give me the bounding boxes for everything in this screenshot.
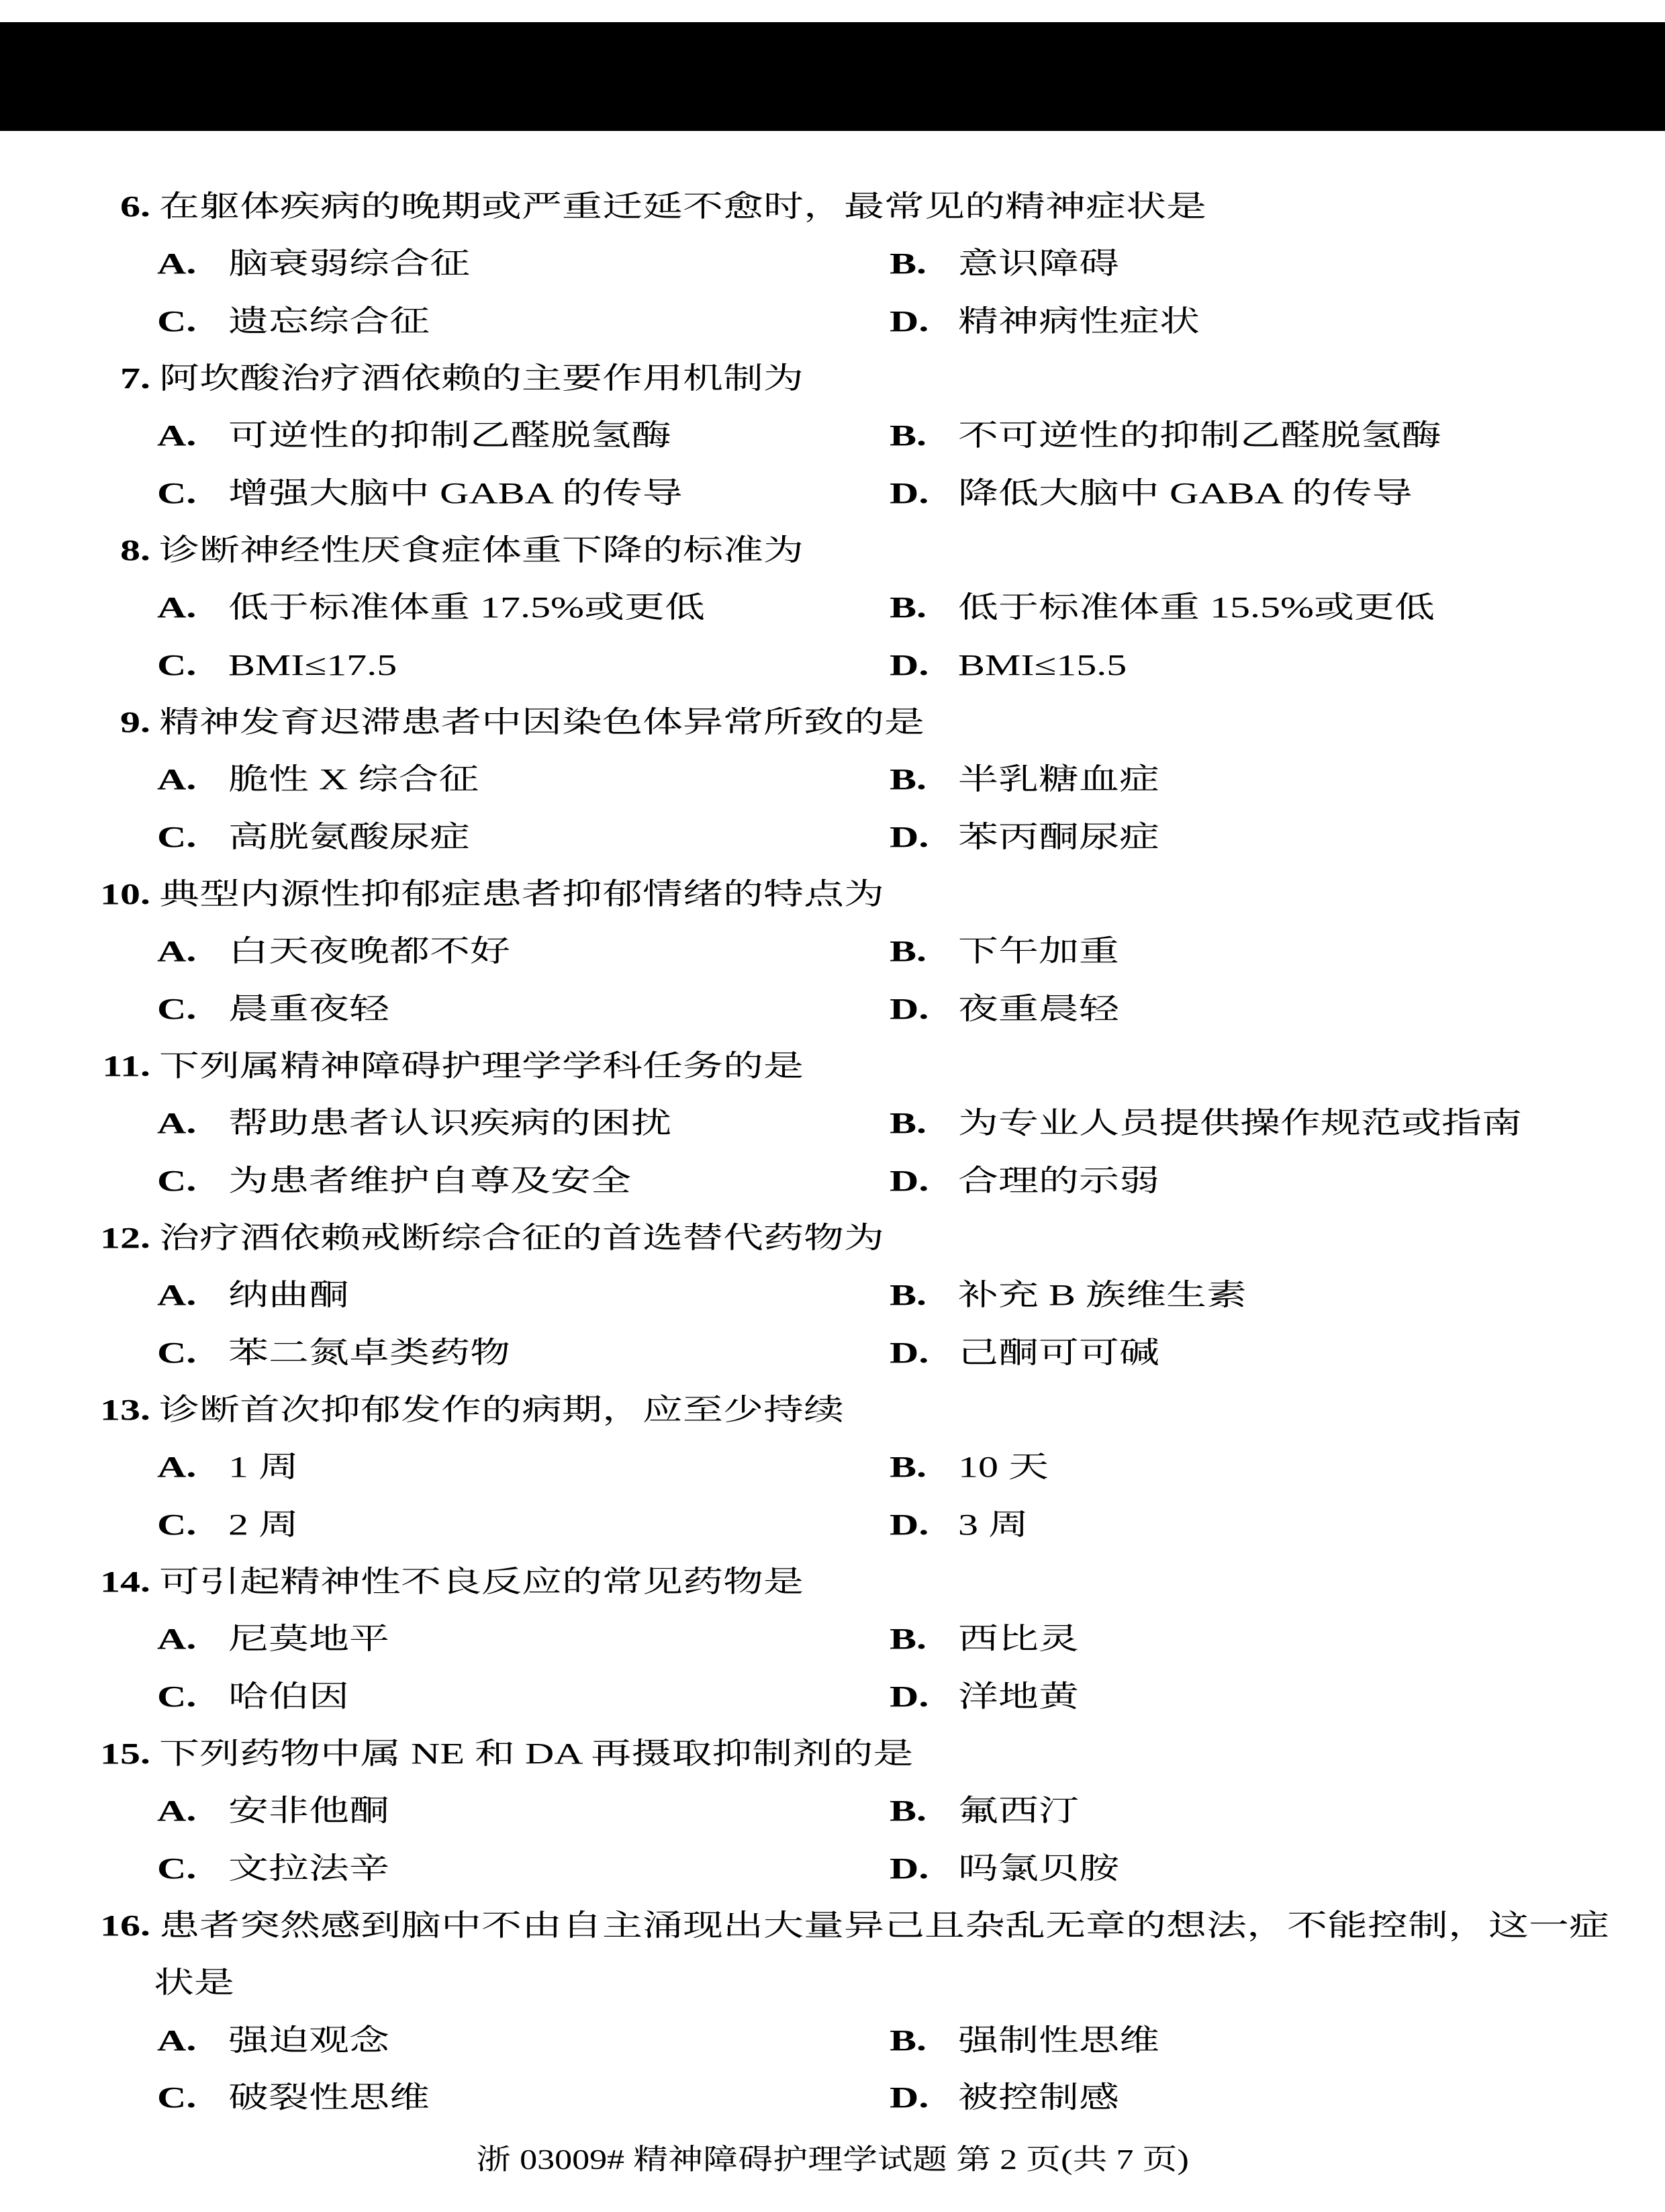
- option-a: 白天夜晚都不好: [228, 934, 510, 968]
- question-text: 治疗酒依赖戒断综合征的首选替代药物为: [159, 1221, 884, 1254]
- option-label-d: D.: [890, 1851, 929, 1885]
- option-row: [0, 464, 1665, 522]
- option-label-b: B.: [890, 762, 927, 796]
- option-row: [0, 922, 1665, 980]
- option-label-d: D.: [890, 1336, 929, 1369]
- option-a: 安非他酮: [228, 1794, 389, 1827]
- question-text: 下列属精神障碍护理学学科任务的是: [159, 1049, 804, 1082]
- question-number: 12.: [100, 1221, 150, 1254]
- question-16: [0, 1896, 1665, 1954]
- option-label-a: A.: [157, 934, 197, 968]
- option-a: 尼莫地平: [228, 1622, 389, 1655]
- option-row: [0, 1610, 1665, 1667]
- option-label-d: D.: [890, 476, 929, 510]
- option-d: 降低大脑中 GABA 的传导: [958, 476, 1413, 510]
- option-c: 哈伯因: [228, 1679, 349, 1713]
- option-row: [0, 1094, 1665, 1152]
- option-d: 吗氯贝胺: [958, 1851, 1119, 1885]
- question-number: 9.: [120, 705, 150, 739]
- question-number: 14.: [100, 1565, 150, 1598]
- question-text: 精神发育迟滞患者中因染色体异常所致的是: [159, 705, 924, 739]
- option-label-d: D.: [890, 304, 929, 338]
- question-text: 典型内源性抑郁症患者抑郁情绪的特点为: [159, 877, 884, 911]
- question-16-continued: [0, 1953, 1665, 2011]
- option-row: [0, 2068, 1665, 2126]
- option-label-d: D.: [890, 992, 929, 1025]
- option-row: [0, 1438, 1665, 1495]
- option-label-b: B.: [890, 590, 927, 624]
- option-b: 西比灵: [958, 1622, 1079, 1655]
- option-label-c: C.: [157, 648, 197, 682]
- question-number: 6.: [120, 189, 150, 223]
- option-b: 为专业人员提供操作规范或指南: [958, 1106, 1522, 1140]
- question-number: 15.: [100, 1737, 150, 1770]
- option-c: 2 周: [228, 1508, 299, 1541]
- option-row: [0, 406, 1665, 464]
- top-black-bar: [0, 22, 1665, 131]
- option-row: [0, 1266, 1665, 1324]
- option-b: 氟西汀: [958, 1794, 1079, 1827]
- option-label-b: B.: [890, 1450, 927, 1483]
- option-label-b: B.: [890, 1278, 927, 1311]
- option-a: 可逆性的抑制乙醛脱氢酶: [228, 418, 671, 452]
- option-label-c: C.: [157, 1851, 197, 1885]
- question-10: [0, 865, 1665, 923]
- option-d: BMI≤15.5: [958, 648, 1127, 682]
- question-number: 7.: [120, 361, 150, 395]
- question-6: [0, 177, 1665, 235]
- question-number: 13.: [100, 1393, 150, 1426]
- option-label-d: D.: [890, 648, 929, 682]
- option-d: 夜重晨轻: [958, 992, 1119, 1025]
- option-label-a: A.: [157, 1450, 197, 1483]
- question-13: [0, 1381, 1665, 1438]
- question-14: [0, 1553, 1665, 1610]
- option-c: 高胱氨酸尿症: [228, 820, 470, 854]
- option-label-a: A.: [157, 1794, 197, 1827]
- option-a: 脑衰弱综合征: [228, 246, 470, 280]
- option-label-c: C.: [157, 1336, 197, 1369]
- option-d: 精神病性症状: [958, 304, 1200, 338]
- question-11: [0, 1037, 1665, 1095]
- option-label-c: C.: [157, 2080, 197, 2114]
- question-number: 8.: [120, 533, 150, 567]
- question-number: 10.: [100, 877, 150, 911]
- question-7: [0, 349, 1665, 407]
- option-row: [0, 1495, 1665, 1553]
- option-label-d: D.: [890, 2080, 929, 2114]
- option-label-b: B.: [890, 1794, 927, 1827]
- option-label-a: A.: [157, 1622, 197, 1655]
- option-label-c: C.: [157, 1164, 197, 1197]
- option-label-a: A.: [157, 246, 197, 280]
- option-c: 为患者维护自尊及安全: [228, 1164, 631, 1197]
- option-b: 低于标准体重 15.5%或更低: [958, 590, 1435, 624]
- option-c: 苯二氮卓类药物: [228, 1336, 510, 1369]
- option-b: 强制性思维: [958, 2023, 1159, 2057]
- option-d: 合理的示弱: [958, 1164, 1159, 1197]
- question-9: [0, 693, 1665, 751]
- option-row: [0, 1782, 1665, 1839]
- question-number: 16.: [100, 1908, 150, 1942]
- question-8: [0, 521, 1665, 579]
- option-label-a: A.: [157, 1106, 197, 1140]
- option-row: [0, 750, 1665, 808]
- option-label-a: A.: [157, 762, 197, 796]
- option-label-c: C.: [157, 304, 197, 338]
- option-c: 晨重夜轻: [228, 992, 389, 1025]
- option-label-a: A.: [157, 1278, 197, 1311]
- option-label-b: B.: [890, 2023, 927, 2057]
- option-c: 遗忘综合征: [228, 304, 430, 338]
- question-text-wrap: 状是: [154, 1966, 234, 1999]
- option-d: 被控制感: [958, 2080, 1119, 2114]
- option-label-c: C.: [157, 820, 197, 854]
- option-c: 文拉法辛: [228, 1851, 389, 1885]
- option-label-b: B.: [890, 418, 927, 452]
- option-b: 10 天: [958, 1450, 1049, 1483]
- option-b: 下午加重: [958, 934, 1119, 968]
- option-b: 不可逆性的抑制乙醛脱氢酶: [958, 418, 1441, 452]
- question-text: 阿坎酸治疗酒依赖的主要作用机制为: [159, 361, 804, 395]
- option-row: [0, 234, 1665, 292]
- option-label-d: D.: [890, 1164, 929, 1197]
- question-text: 可引起精神性不良反应的常见药物是: [159, 1565, 804, 1598]
- option-c: 破裂性思维: [228, 2080, 430, 2114]
- option-a: 1 周: [228, 1450, 299, 1483]
- question-text: 在躯体疾病的晚期或严重迁延不愈时，最常见的精神症状是: [159, 189, 1206, 223]
- question-text: 患者突然感到脑中不由自主涌现出大量异己且杂乱无章的想法，不能控制，这一症: [159, 1908, 1609, 1942]
- option-a: 帮助患者认识疾病的困扰: [228, 1106, 671, 1140]
- option-d: 苯丙酮尿症: [958, 820, 1159, 854]
- option-b: 补充 B 族维生素: [958, 1278, 1247, 1311]
- option-row: [0, 578, 1665, 636]
- option-label-b: B.: [890, 1622, 927, 1655]
- option-b: 半乳糖血症: [958, 762, 1159, 796]
- option-label-a: A.: [157, 418, 197, 452]
- question-number: 11.: [102, 1049, 150, 1082]
- option-label-c: C.: [157, 1679, 197, 1713]
- option-a: 纳曲酮: [228, 1278, 349, 1311]
- option-row: [0, 292, 1665, 350]
- option-row: [0, 1667, 1665, 1725]
- option-label-b: B.: [890, 246, 927, 280]
- option-c: 增强大脑中 GABA 的传导: [228, 476, 683, 510]
- option-row: [0, 636, 1665, 694]
- option-row: [0, 1324, 1665, 1381]
- option-row: [0, 980, 1665, 1038]
- option-label-c: C.: [157, 992, 197, 1025]
- option-label-d: D.: [890, 1679, 929, 1713]
- option-row: [0, 1152, 1665, 1209]
- option-c: BMI≤17.5: [228, 648, 397, 682]
- option-label-b: B.: [890, 1106, 927, 1140]
- option-a: 强迫观念: [228, 2023, 389, 2057]
- option-row: [0, 2011, 1665, 2069]
- option-label-a: A.: [157, 590, 197, 624]
- option-label-c: C.: [157, 476, 197, 510]
- option-d: 洋地黄: [958, 1679, 1079, 1713]
- question-text: 诊断首次抑郁发作的病期，应至少持续: [159, 1393, 844, 1426]
- option-row: [0, 1839, 1665, 1897]
- option-label-d: D.: [890, 1508, 929, 1541]
- option-d: 3 周: [958, 1508, 1029, 1541]
- option-a: 低于标准体重 17.5%或更低: [228, 590, 705, 624]
- option-b: 意识障碍: [958, 246, 1119, 280]
- option-a: 脆性 X 综合征: [228, 762, 479, 796]
- page-footer: 浙 03009# 精神障碍护理学试题 第 2 页(共 7 页): [476, 2144, 1189, 2176]
- question-12: [0, 1209, 1665, 1266]
- option-row: [0, 808, 1665, 866]
- option-label-d: D.: [890, 820, 929, 854]
- question-15: [0, 1724, 1665, 1782]
- question-text: 下列药物中属 NE 和 DA 再摄取抑制剂的是: [159, 1737, 914, 1770]
- option-label-a: A.: [157, 2023, 197, 2057]
- option-d: 己酮可可碱: [958, 1336, 1159, 1369]
- option-label-c: C.: [157, 1508, 197, 1541]
- question-text: 诊断神经性厌食症体重下降的标准为: [159, 533, 804, 567]
- option-label-b: B.: [890, 934, 927, 968]
